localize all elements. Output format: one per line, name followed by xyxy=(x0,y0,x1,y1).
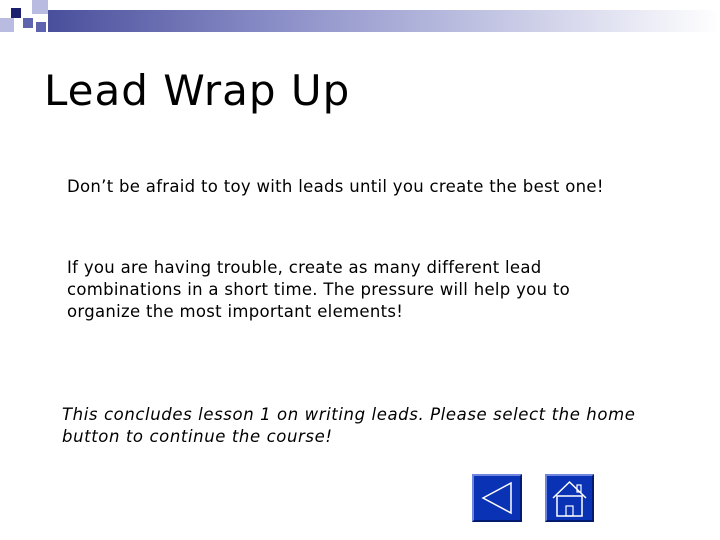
decor-square xyxy=(0,18,14,32)
left-triangle-icon xyxy=(474,476,520,520)
decor-square xyxy=(23,18,33,28)
decor-square xyxy=(32,0,48,14)
home-icon xyxy=(547,476,592,520)
paragraph-conclusion: This concludes lesson 1 on writing leads. Please select the home button to continue the course! xyxy=(62,405,636,446)
decor-square xyxy=(36,22,46,32)
slide-title: Lead Wrap Up xyxy=(44,66,351,115)
paragraph-advice: If you are having trouble, create as many different lead combinations in a short time. The pressure will help you to organize the most important elements! xyxy=(67,258,571,321)
decor-square xyxy=(11,8,21,18)
paragraph-tip: Don’t be afraid to toy with leads until you create the best one! xyxy=(67,177,604,196)
header-decoration xyxy=(0,0,720,40)
header-gradient-strip xyxy=(48,10,720,32)
back-button[interactable] xyxy=(472,474,522,522)
home-button[interactable] xyxy=(545,474,594,522)
